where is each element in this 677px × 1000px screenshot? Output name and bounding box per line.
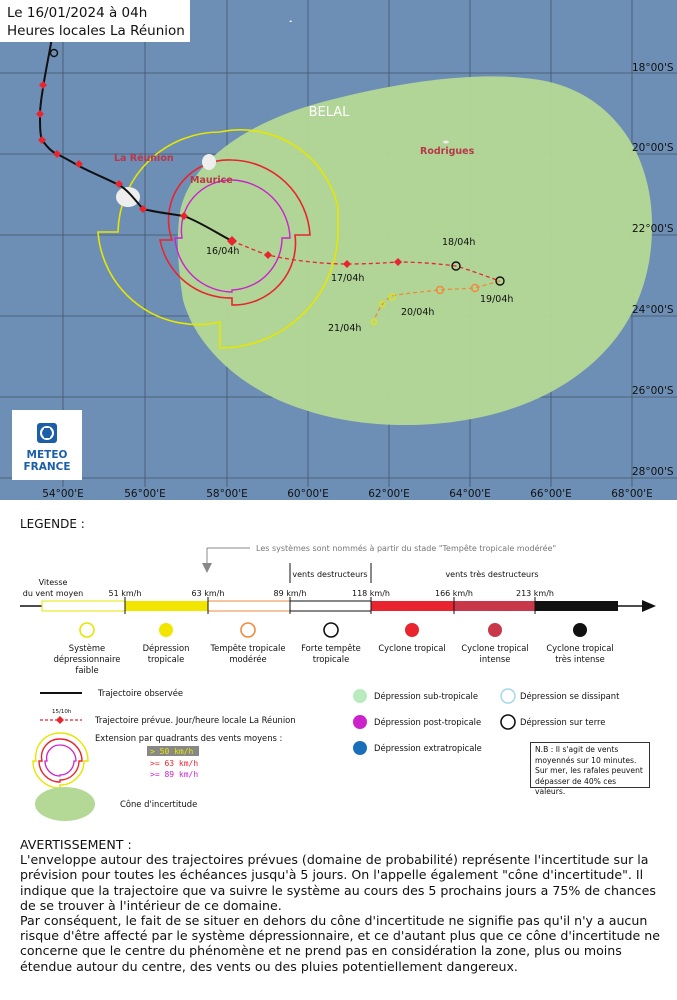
warning-paragraph: L'enveloppe autour des trajectoires prévues (domaine de probabilité) représente l'incertitude sur la prévision pour toutes les échéances jusqu'à 5 jours. On l'appelle également "cône d'incertitude". Il indique que la trajectoire que va suivre le système au cours des 5 prochains jours a 75% de chances de se trouver à l'intérieur de ce domaine. (20, 852, 656, 913)
cone-sample (35, 787, 95, 821)
speed-tick: 51 km/h (108, 589, 142, 598)
lat-label: 22°00'S (632, 223, 674, 235)
speed-tick: 89 km/h (273, 589, 307, 598)
logo-word-2: FRANCE (23, 461, 71, 473)
speed-ticks (109, 589, 554, 598)
lat-label: 18°00'S (632, 62, 674, 74)
cone-label: Cône d'incertitude (120, 799, 198, 809)
nb-note-box (530, 742, 650, 797)
legend-title: LEGENDE : (20, 517, 85, 531)
category-label: Forte tempête (301, 643, 361, 653)
lon-label: 62°00'E (368, 488, 410, 500)
other-type-label: Dépression extratropicale (374, 743, 482, 753)
category-label: Tempête tropicale (210, 643, 286, 653)
label-maurice: Maurice (190, 175, 233, 186)
la-reunion-island (116, 187, 140, 207)
category-label: intense (479, 654, 511, 664)
naming-note-arrow (202, 563, 212, 573)
logo-word-1: METEO (26, 449, 68, 461)
category-label: Dépression (142, 643, 190, 653)
quadrant-sample (33, 733, 88, 788)
other-type-label: Dépression sub-tropicale (374, 691, 479, 701)
forecast-label: 19/04h (480, 294, 514, 305)
lon-label: 66°00'E (530, 488, 572, 500)
label-rodrigues: Rodrigues (420, 146, 475, 157)
lat-label: 24°00'S (632, 304, 674, 316)
lon-label: 58°00'E (206, 488, 248, 500)
category-label: Cyclone tropical (378, 643, 446, 653)
destructive-label: vents destructeurs (292, 570, 368, 579)
category-label: tropicale (147, 654, 185, 664)
warning-paragraph: Par conséquent, le fait de se situer en dehors du cône d'incertitude ne signifie pas qu'il n'y a aucun risque d'être affecté par le système dépressionnaire, et ce d'autant plus que ce cône d'incertitude ne concerne que le centre du phénomène et ne prend pas en considération la zone, plus ou moins étendue autour du centre, des vents ou des pluies potentiellement dangereux. (20, 913, 661, 974)
speed-tick: 63 km/h (191, 589, 225, 598)
category-label: modérée (229, 654, 267, 664)
forecast-label: 20/04h (401, 307, 435, 318)
header-timezone: Heures locales La Réunion (7, 23, 185, 39)
rodrigues-island (443, 141, 449, 144)
forecast-label: 18/04h (442, 237, 476, 248)
other-type-label: Dépression post-tropicale (374, 717, 482, 727)
lat-label: 28°00'S (632, 466, 674, 478)
lon-label: 60°00'E (287, 488, 329, 500)
forecast-label: 16/04h (206, 246, 240, 257)
nb-note-line: Sur mer, les rafales peuvent (535, 766, 643, 776)
lat-label: 26°00'S (632, 385, 674, 397)
other-type-label: Dépression sur terre (520, 717, 606, 727)
nb-note-line: N.B : Il s'agit de vents (535, 745, 619, 754)
other-type-label: Dépression se dissipant (520, 691, 620, 701)
category-label: Système (68, 643, 106, 653)
wind-axis-label: du vent moyen (22, 589, 84, 598)
meteo-france-logo (12, 410, 82, 480)
lon-label: 54°00'E (42, 488, 84, 500)
category-label: très intense (555, 654, 605, 664)
lat-label: 20°00'S (632, 142, 674, 154)
label-la-reunion: La Réunion (114, 153, 174, 164)
warning-title: AVERTISSEMENT : (20, 837, 132, 852)
quadrant-level: >= 63 km/h (150, 759, 199, 768)
lon-label: 68°00'E (611, 488, 653, 500)
category-labels (54, 643, 614, 675)
naming-note: Les systèmes sont nommés à partir du stade "Tempête tropicale modérée" (256, 544, 557, 553)
quadrant-extension-label: Extension par quadrants des vents moyens : (95, 733, 283, 743)
nb-note-line: moyennés sur 10 minutes. (535, 755, 637, 765)
speed-tick: 213 km/h (515, 589, 555, 598)
category-label: Cyclone tropical (546, 643, 614, 653)
forecast-track-label: Trajectoire prévue. Jour/heure locale La Réunion (95, 715, 296, 725)
category-symbols (80, 623, 587, 637)
wind-axis-label: Vitesse (38, 578, 68, 587)
lon-label: 56°00'E (124, 488, 166, 500)
forecast-label: 21/04h (328, 323, 362, 334)
forecast-sample-label: 15/10h (52, 709, 72, 715)
header-date: Le 16/01/2024 à 04h (7, 5, 148, 21)
category-label: tropicale (312, 654, 350, 664)
quadrant-level: > 50 km/h (150, 747, 194, 756)
very-destructive-label: vents très destructeurs (445, 570, 539, 579)
quadrant-level: >= 89 km/h (150, 770, 199, 779)
forecast-point-sample (56, 716, 64, 724)
observed-track-label: Trajectoire observée (98, 688, 184, 698)
forecast-label: 17/04h (331, 273, 365, 284)
speed-tick: 166 km/h (434, 589, 474, 598)
category-label: Cyclone tropical (461, 643, 529, 653)
category-label: dépressionnaire (53, 654, 121, 664)
wind-axis-arrowhead (642, 600, 656, 612)
wind-scale-bars (42, 601, 618, 611)
category-label: faible (75, 665, 99, 675)
lon-label: 64°00'E (449, 488, 491, 500)
speed-tick: 118 km/h (351, 589, 391, 598)
storm-name: BELAL (308, 105, 350, 120)
warning-section (20, 837, 660, 974)
nb-note-line: dépasser de 40% ces valeurs. (535, 776, 617, 797)
maurice-island (202, 154, 216, 170)
